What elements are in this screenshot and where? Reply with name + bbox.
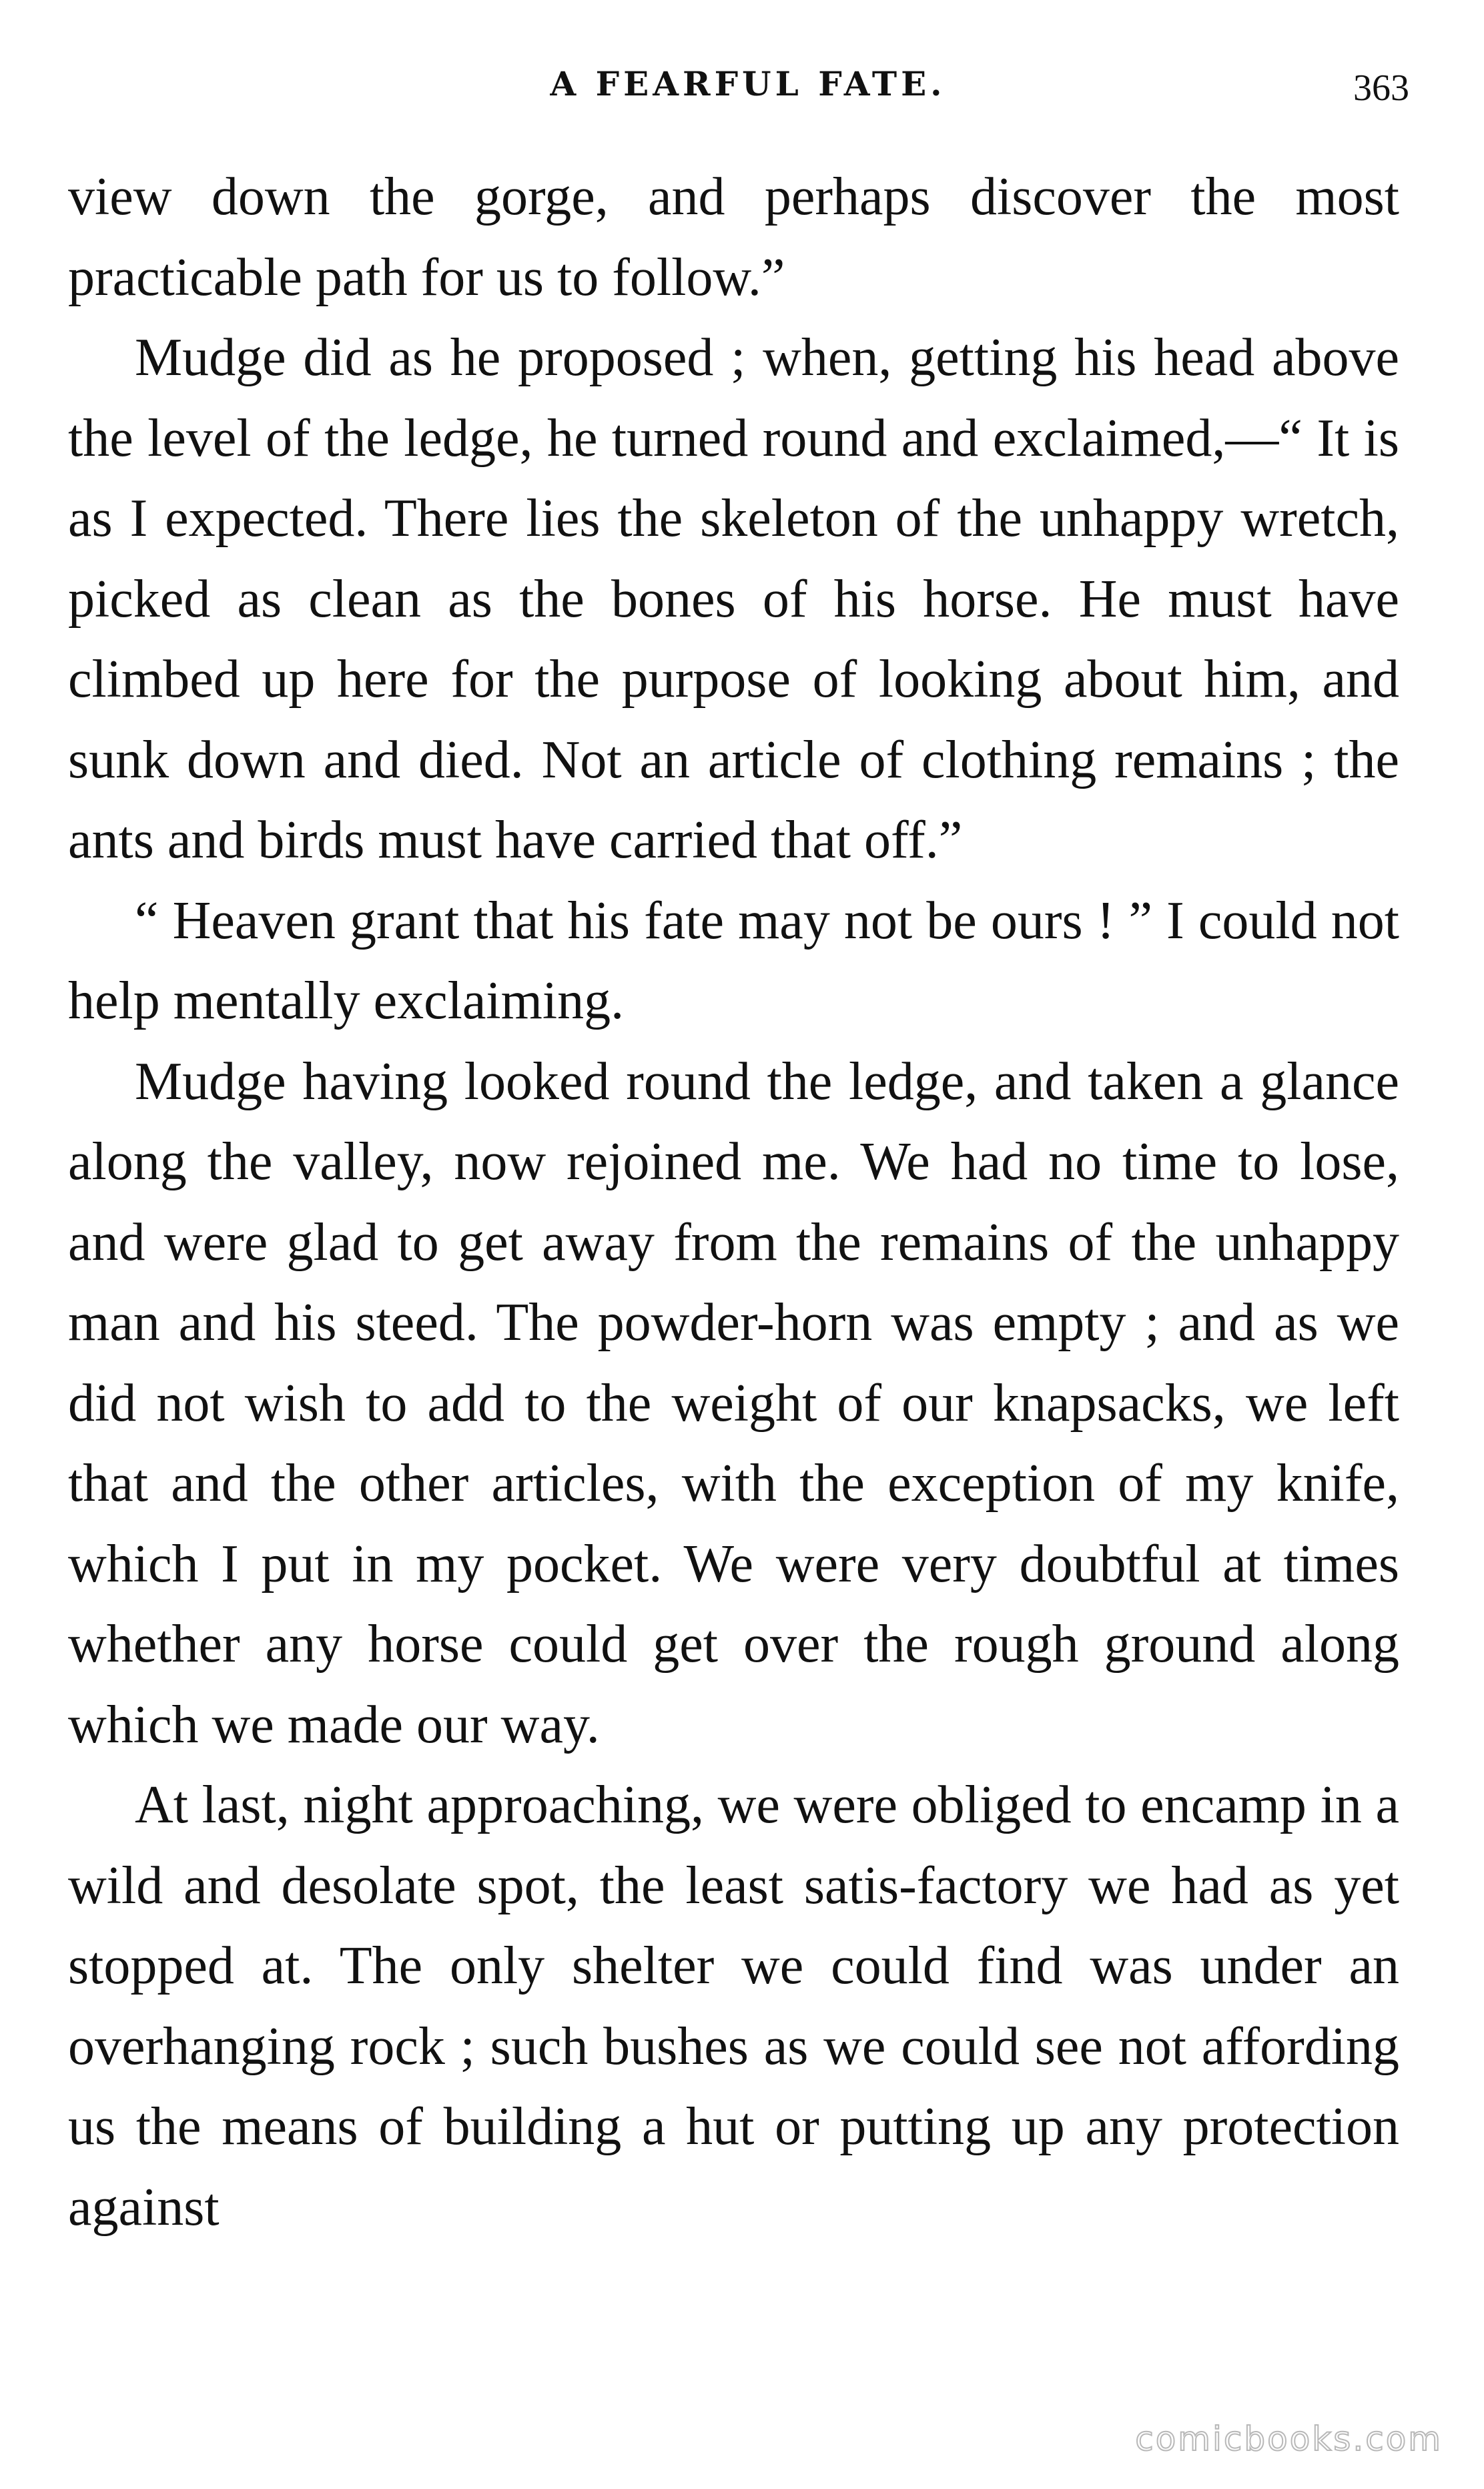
paragraph-continued: view down the gorge, and perhaps discover the most practicable path for us to follow.” [68, 167, 1399, 307]
running-head [67, 64, 1409, 117]
paragraph: Mudge having looked round the ledge, and taken a glance along the valley, now rejoined me. We had no time to lose, and were glad to get away from the remains of the unhappy man and his steed. The powder-horn was empty ; and as we did not wish to add to the weight of our knapsacks, we left that and the other articles, with the exception of my knife, which I put in my pocket. We were very doubtful at times whether any horse could get over the rough ground along which we made our way. [68, 1052, 1399, 1754]
paragraph: At last, night approaching, we were obliged to encamp in a wild and desolate spot, the least satis-factory we had as yet stopped at. The only shelter we could find was under an overhanging rock ; such bushes as we could see not affording us the means of building a hut or putting up any protection against [68, 1776, 1399, 2237]
running-title: A FEARFUL FATE. [550, 64, 946, 103]
watermark: comicbooks.com [1135, 2420, 1443, 2458]
paragraph: “ Heaven grant that his fate may not be ours ! ” I could not help mentally exclaiming. [68, 891, 1399, 1030]
paragraph: Mudge did as he proposed ; when, getting his head above the level of the ledge, he turned round and exclaimed,—“ It is as I expected. There lies the skeleton of the unhappy wretch, picked as clean as the bones of his horse. He must have climbed up here for the purpose of looking about him, and sunk down and died. Not an article of clothing remains ; the ants and birds must have carried that off.” [68, 328, 1399, 869]
page-number: 363 [1353, 67, 1409, 109]
body-text [68, 157, 1399, 2247]
